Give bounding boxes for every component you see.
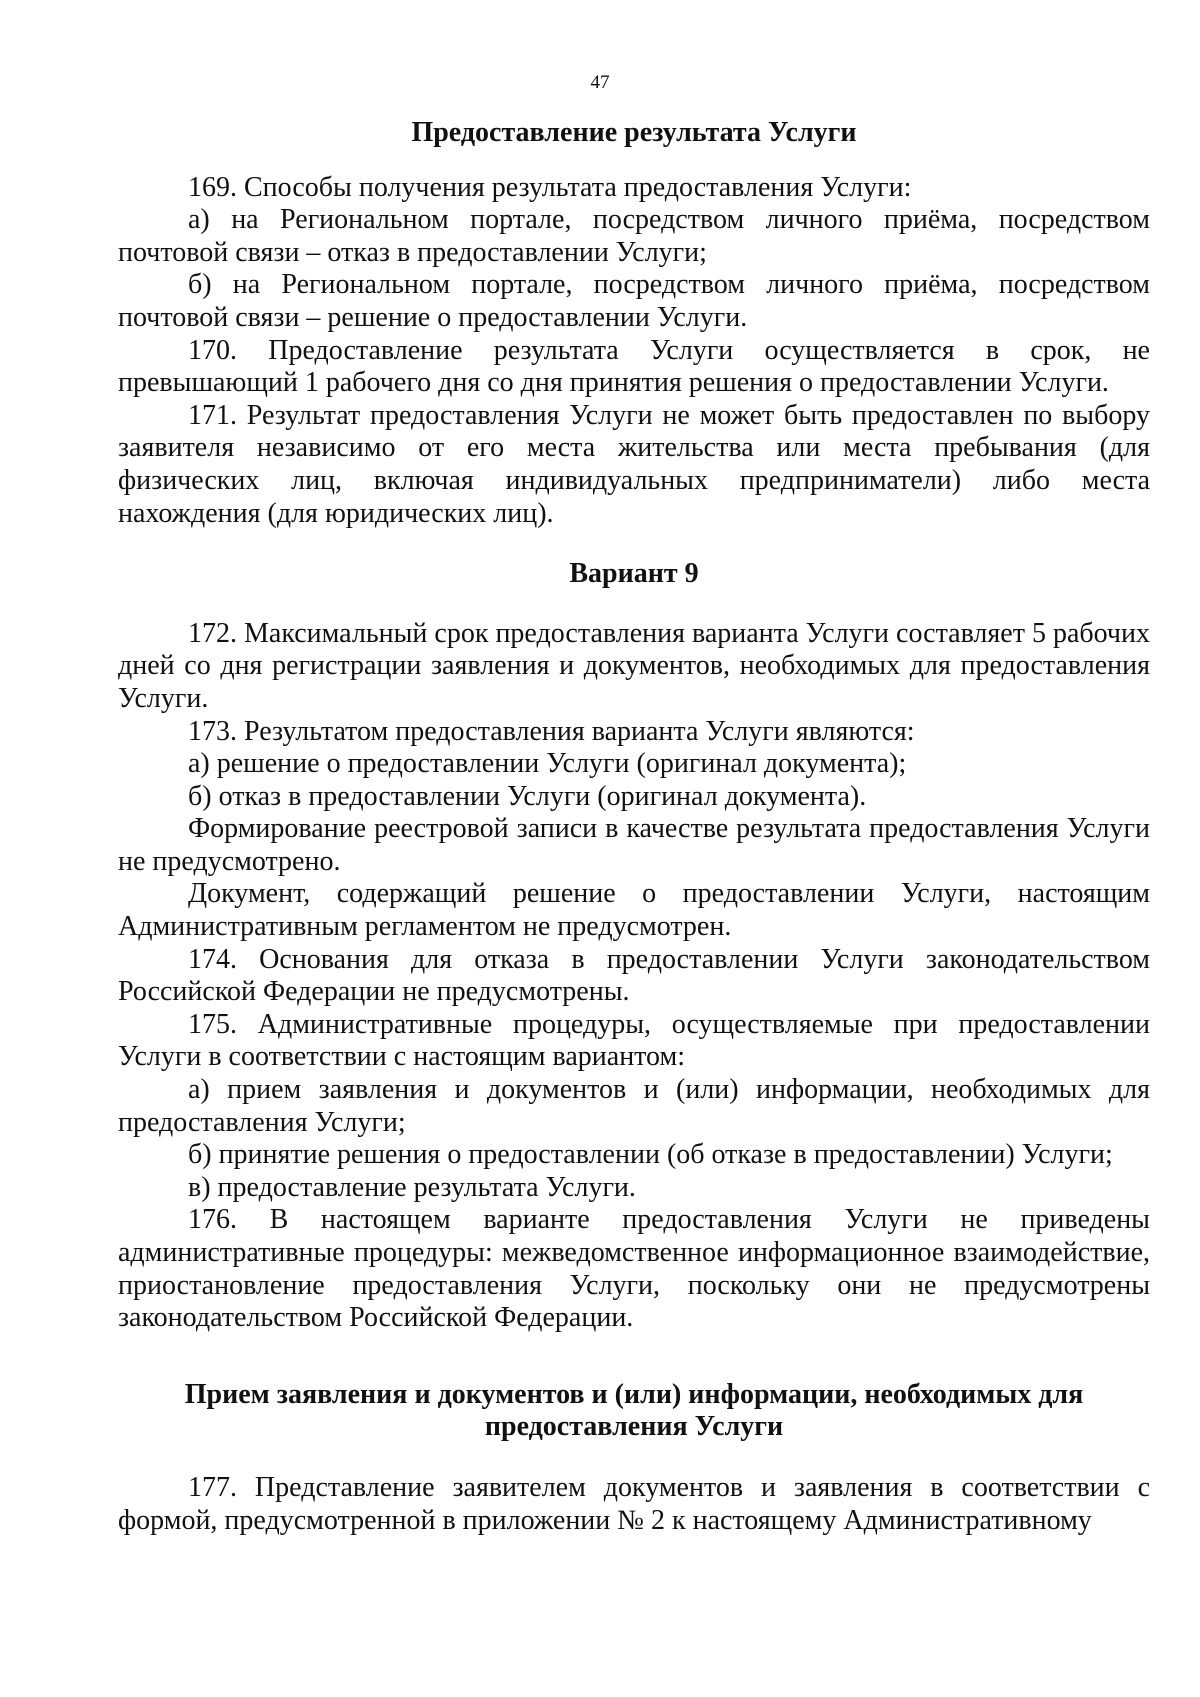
paragraph-registry-record: Формирование реестровой записи в качестве результата предоставления Услуги не предусмотрено. <box>118 813 1150 877</box>
paragraph-173-a: а) решение о предоставлении Услуги (оригинал документа); <box>188 748 907 780</box>
section-heading-application-intake-line2: предоставления Услуги <box>484 1411 784 1443</box>
paragraph-169: 169. Способы получения результата предоставления Услуги: <box>188 171 912 203</box>
paragraph-173: 173. Результатом предоставления варианта Услуги являются: <box>188 715 915 747</box>
paragraph-175-c: в) предоставление результата Услуги. <box>188 1171 636 1203</box>
section-heading-variant-9: Вариант 9 <box>569 558 699 590</box>
page-number: 47 <box>590 72 610 93</box>
paragraph-174: 174. Основания для отказа в предоставлении Услуги законодательством Российской Федерации не предусмотрены. <box>118 943 1150 1008</box>
paragraph-169-a: а) на Региональном портале, посредством личного приёма, посредством почтовой связи – отказ в предоставлении Услуги; <box>118 204 1150 268</box>
paragraph-175-b: б) принятие решения о предоставлении (об отказе в предоставлении) Услуги; <box>188 1139 1113 1171</box>
paragraph-175: 175. Административные процедуры, осуществляемые при предоставлении Услуги в соответствии с настоящим вариантом: <box>118 1008 1150 1073</box>
paragraph-173-b: б) отказ в предоставлении Услуги (оригинал документа). <box>188 780 867 812</box>
document-body <box>118 117 1150 1537</box>
paragraph-171: 171. Результат предоставления Услуги не может быть предоставлен по выбору заявителя независимо от его места жительства или места пребывания (для физических лиц, включая индивидуальных предприниматели) либо места нахождения (для юридических лиц). <box>118 399 1150 529</box>
paragraph-169-b: б) на Региональном портале, посредством личного приёма, посредством почтовой связи – решение о предоставлении Услуги. <box>118 269 1150 333</box>
section-heading-application-intake <box>118 1379 1150 1444</box>
paragraph-decision-document: Документ, содержащий решение о предоставлении Услуги, настоящим Административным регламентом не предусмотрен. <box>118 878 1150 943</box>
section-heading-result-delivery: Предоставление результата Услуги <box>411 117 857 148</box>
paragraph-175-a: а) прием заявления и документов и (или) информации, необходимых для предоставления Услуги; <box>118 1074 1150 1138</box>
section-heading-application-intake-line1: Прием заявления и документов и (или) информации, необходимых для <box>184 1378 1084 1410</box>
paragraph-170: 170. Предоставление результата Услуги осуществляется в срок, не превышающий 1 рабочего дня со дня принятия решения о предоставлении Услуги. <box>118 334 1150 399</box>
paragraph-172: 172. Максимальный срок предоставления варианта Услуги составляет 5 рабочих дней со дня регистрации заявления и документов, необходимых для предоставления Услуги. <box>118 617 1150 714</box>
paragraph-176: 176. В настоящем варианте предоставления Услуги не приведены административные процедуры: межведомственное информационное взаимодействие, приостановление предоставления Услуги, поскольку они не предусмотрены законодательством Российской Федерации. <box>118 1204 1150 1334</box>
paragraph-177: 177. Представление заявителем документов и заявления в соответствии с формой, предусмотренной в приложении № 2 к настоящему Административному <box>118 1471 1150 1536</box>
